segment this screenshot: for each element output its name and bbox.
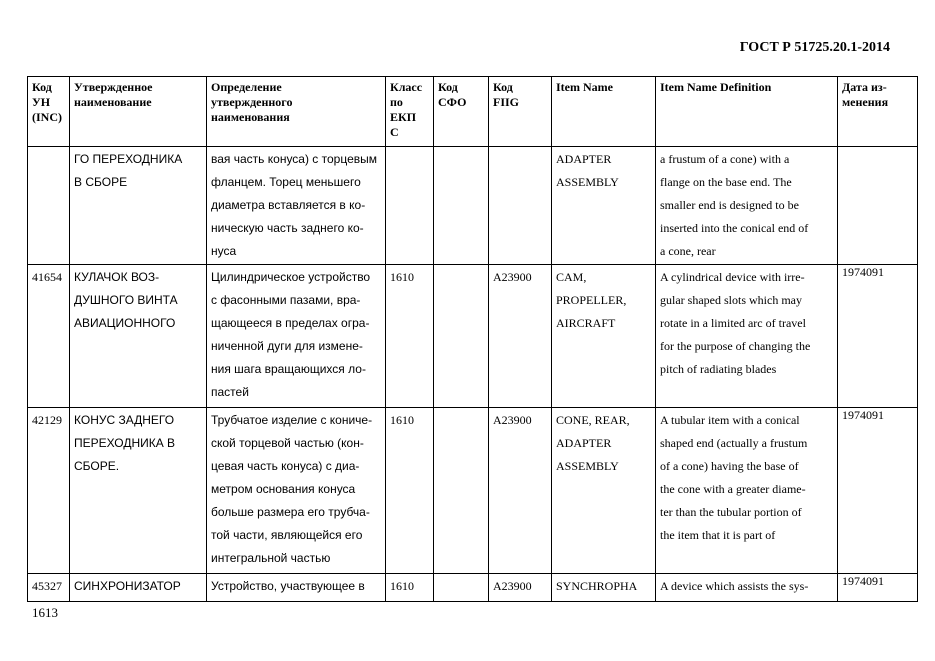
approved-name-cell xyxy=(70,265,207,408)
cell-text-line: ter than the tubular portion of xyxy=(660,505,802,519)
cell-text-line: A device which assists the sys- xyxy=(660,579,809,593)
header-line: по xyxy=(390,95,403,109)
cell-text-line: ASSEMBLY xyxy=(556,175,619,189)
cell-text-line: щающееся в пределах огра- xyxy=(211,316,370,330)
cell-text-line: SYNCHROPHA xyxy=(556,579,638,593)
cell-text-line: ниченной дуги для измене- xyxy=(211,339,363,353)
cell-text-line: вая часть конуса) с торцевым xyxy=(211,152,378,166)
cell-text-line: a cone, rear xyxy=(660,244,716,258)
item-name-cell xyxy=(552,574,656,602)
cell-text-line: CONE, REAR, xyxy=(556,413,630,427)
fiig-cell xyxy=(489,147,552,265)
table-row xyxy=(28,408,918,574)
cell-text-line: той части, являющейся его xyxy=(211,528,363,542)
cell-text-line: ПЕРЕХОДНИКА В xyxy=(74,436,176,450)
header-line: Код xyxy=(32,80,52,94)
col-header-change-date xyxy=(838,77,918,147)
change-date-cell: 1974091 xyxy=(838,265,918,408)
cell-text-line: цевая часть конуса) с диа- xyxy=(211,459,360,473)
cell-text-line: ДУШНОГО ВИНТА xyxy=(74,293,178,307)
header-line: СФО xyxy=(438,95,467,109)
cell-text-line: flange on the base end. The xyxy=(660,175,792,189)
col-header-item-name xyxy=(552,77,656,147)
approved-name-cell xyxy=(70,574,207,602)
cell-text-line: ния шага вращающихся ло- xyxy=(211,362,366,376)
header-line: менения xyxy=(842,95,889,109)
header-line: Утвержденное xyxy=(74,80,153,94)
cell-text-line: Цилиндрическое устройство xyxy=(211,270,371,284)
cell-text-line: ADAPTER xyxy=(556,436,612,450)
document-code: ГОСТ Р 51725.20.1-2014 xyxy=(739,40,890,55)
class-cell xyxy=(386,147,434,265)
item-definition-cell xyxy=(656,408,838,574)
cell-text-line: the cone with a greater diame- xyxy=(660,482,806,496)
table-row xyxy=(28,147,918,265)
col-header-approved-name xyxy=(70,77,207,147)
table-header-row xyxy=(28,77,918,147)
cell-text-line: a frustum of a cone) with a xyxy=(660,152,790,166)
cell-text-line: AIRCRAFT xyxy=(556,316,616,330)
header-line: Item Name xyxy=(556,80,613,94)
col-header-sfo xyxy=(434,77,489,147)
cell-text-line: for the purpose of changing the xyxy=(660,339,811,353)
header-line: Код xyxy=(493,80,513,94)
cell-text-line: shaped end (actually a frustum xyxy=(660,436,808,450)
item-definition-cell xyxy=(656,147,838,265)
header-line: ЕКП xyxy=(390,110,417,124)
header-line: Код xyxy=(438,80,458,94)
cell-text-line: gular shaped slots which may xyxy=(660,293,802,307)
cell-text-line: КУЛАЧОК ВОЗ- xyxy=(74,270,160,284)
cell-text-line: КОНУС ЗАДНЕГО xyxy=(74,413,175,427)
inc-cell: 42129 xyxy=(28,408,70,574)
cell-text-line: rotate in a limited arc of travel xyxy=(660,316,806,330)
inc-cell: 41654 xyxy=(28,265,70,408)
cell-text-line: Трубчатое изделие с кониче- xyxy=(211,413,373,427)
cell-text-line: АВИАЦИОННОГО xyxy=(74,316,176,330)
header-line: Item Name Definition xyxy=(660,80,772,94)
fiig-cell: A23900 xyxy=(489,574,552,602)
fiig-cell: A23900 xyxy=(489,408,552,574)
fiig-cell: A23900 xyxy=(489,265,552,408)
col-header-inc xyxy=(28,77,70,147)
class-cell: 1610 xyxy=(386,574,434,602)
class-cell: 1610 xyxy=(386,265,434,408)
header-line: С xyxy=(390,125,399,139)
cell-text-line: smaller end is designed to be xyxy=(660,198,799,212)
item-name-cell xyxy=(552,147,656,265)
cell-text-line: ской торцевой частью (кон- xyxy=(211,436,364,450)
header-line: наименования xyxy=(211,110,290,124)
col-header-item-name-definition xyxy=(656,77,838,147)
cell-text-line: of a cone) having the base of xyxy=(660,459,799,473)
cell-text-line: PROPELLER, xyxy=(556,293,627,307)
table-row xyxy=(28,265,918,408)
header-line: Дата из- xyxy=(842,80,887,94)
sfo-cell xyxy=(434,147,489,265)
sfo-cell xyxy=(434,265,489,408)
header-line: (INC) xyxy=(32,110,62,124)
header-line: Класс xyxy=(390,80,423,94)
item-name-cell xyxy=(552,265,656,408)
header-line: утвержденного xyxy=(211,95,293,109)
cell-text-line: СБОРЕ. xyxy=(74,459,120,473)
header-line: наименование xyxy=(74,95,152,109)
cell-text-line: ГО ПЕРЕХОДНИКА xyxy=(74,152,183,166)
table-row xyxy=(28,574,918,602)
col-header-class xyxy=(386,77,434,147)
inc-cell xyxy=(28,147,70,265)
item-name-table xyxy=(27,76,918,602)
item-definition-cell xyxy=(656,265,838,408)
cell-text-line: A cylindrical device with irre- xyxy=(660,270,805,284)
change-date-cell xyxy=(838,147,918,265)
cell-text-line: пастей xyxy=(211,385,249,399)
sfo-cell xyxy=(434,408,489,574)
header-line: УН xyxy=(32,95,51,109)
change-date-cell: 1974091 xyxy=(838,574,918,602)
item-name-cell xyxy=(552,408,656,574)
page-number: 1613 xyxy=(32,605,58,620)
cell-text-line: inserted into the conical end of xyxy=(660,221,809,235)
col-header-definition xyxy=(207,77,386,147)
approved-name-cell xyxy=(70,408,207,574)
cell-text-line: Устройство, участвующее в xyxy=(211,579,365,593)
cell-text-line: диаметра вставляется в ко- xyxy=(211,198,366,212)
cell-text-line: ническую часть заднего ко- xyxy=(211,221,364,235)
cell-text-line: A tubular item with a conical xyxy=(660,413,800,427)
col-header-fiig xyxy=(489,77,552,147)
cell-text-line: интегральной частью xyxy=(211,551,331,565)
item-definition-cell xyxy=(656,574,838,602)
definition-cell xyxy=(207,265,386,408)
class-cell: 1610 xyxy=(386,408,434,574)
cell-text-line: В СБОРЕ xyxy=(74,175,128,189)
definition-cell xyxy=(207,408,386,574)
cell-text-line: ADAPTER xyxy=(556,152,612,166)
header-line: FIIG xyxy=(493,95,520,109)
cell-text-line: с фасонными пазами, вра- xyxy=(211,293,361,307)
cell-text-line: метром основания конуса xyxy=(211,482,356,496)
cell-text-line: ASSEMBLY xyxy=(556,459,619,473)
sfo-cell xyxy=(434,574,489,602)
cell-text-line: фланцем. Торец меньшего xyxy=(211,175,361,189)
cell-text-line: больше размера его трубча- xyxy=(211,505,370,519)
cell-text-line: pitch of radiating blades xyxy=(660,362,777,376)
change-date-cell: 1974091 xyxy=(838,408,918,574)
definition-cell xyxy=(207,574,386,602)
cell-text-line: CAM, xyxy=(556,270,587,284)
cell-text-line: the item that it is part of xyxy=(660,528,776,542)
header-line: Определение xyxy=(211,80,282,94)
approved-name-cell xyxy=(70,147,207,265)
definition-cell xyxy=(207,147,386,265)
inc-cell: 45327 xyxy=(28,574,70,602)
cell-text-line: СИНХРОНИЗАТОР xyxy=(74,579,181,593)
cell-text-line: нуса xyxy=(211,244,237,258)
